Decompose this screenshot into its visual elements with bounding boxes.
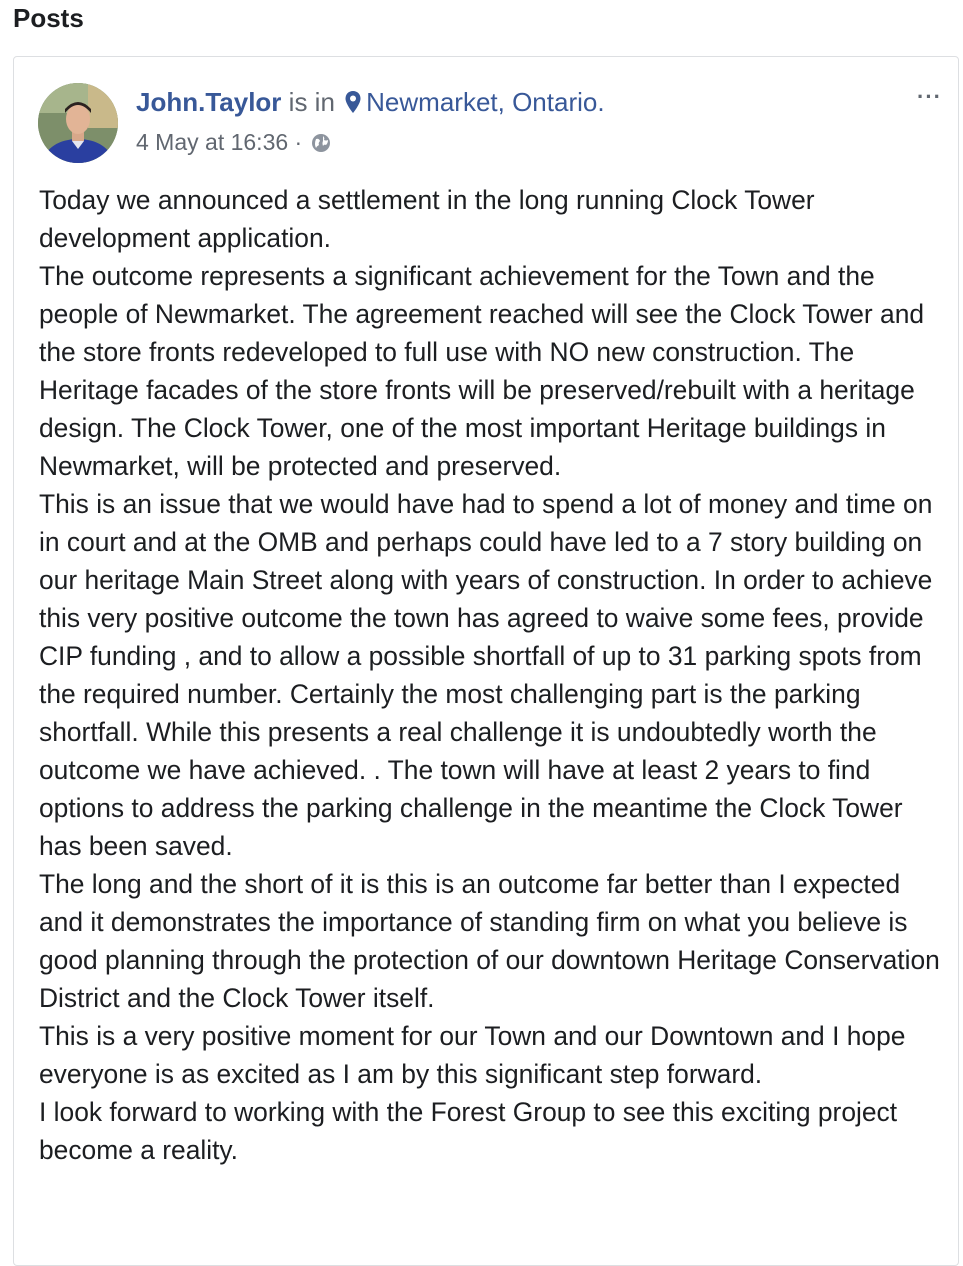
author-name-link[interactable]: John.Taylor (136, 87, 282, 117)
post-paragraph: Today we announced a settlement in the long running Clock Tower development application. (39, 185, 815, 253)
post-header (136, 87, 605, 118)
section-title: Posts (13, 3, 84, 33)
more-options-icon[interactable]: ··· (917, 84, 942, 109)
post-paragraph: The outcome represents a significant achievement for the Town and the people of Newmarket. The agreement reached will see the Clock Tower and the store fronts redeveloped to full use with NO new construction. The Heritage facades of the store fronts will be preserved/rebuilt with a heritage design. The Clock Tower, one of the most important Heritage buildings in Newmarket, will be protected and preserved. (39, 261, 925, 481)
post-paragraph: The long and the short of it is this is an outcome far better than I expected and it demonstrates the importance of standing firm on what you believe is good planning through the protection of our downtown Heritage Conservation District and the Clock Tower itself. (39, 869, 940, 1013)
meta-separator: · (294, 129, 303, 155)
post-paragraph: This is an issue that we would have had to spend a lot of money and time on in court and at the OMB and perhaps could have led to a 7 story building on our heritage Main Street along with years of construction. In order to achieve this very positive outcome the town has agreed to waive some fees, provide CIP funding , and to allow a possible shortfall of up to 31 parking spots from the required number. Certainly the most challenging part is the parking shortfall. While this presents a real challenge it is undoubtedly worth the outcome we have achieved. . The town will have at least 2 years to find options to address the parking challenge in the meantime the Clock Tower has been saved. (39, 489, 933, 861)
post-paragraph: This is a very positive moment for our Town and our Downtown and I hope everyone is as excited as I am by this significant step forward. (39, 1021, 906, 1089)
post-card (13, 56, 959, 1266)
post-meta (136, 129, 331, 156)
location-pin-icon (344, 90, 362, 114)
globe-icon[interactable] (311, 133, 331, 153)
post-paragraph: I look forward to working with the Forest Group to see this exciting project become a reality. (39, 1097, 898, 1165)
location-link[interactable]: Newmarket, Ontario. (366, 87, 605, 117)
post-timestamp[interactable]: 4 May at 16:36 (136, 129, 289, 155)
author-avatar[interactable] (38, 83, 118, 163)
post-body (39, 181, 944, 1169)
avatar-image (38, 83, 118, 163)
is-in-text: is in (288, 87, 335, 117)
